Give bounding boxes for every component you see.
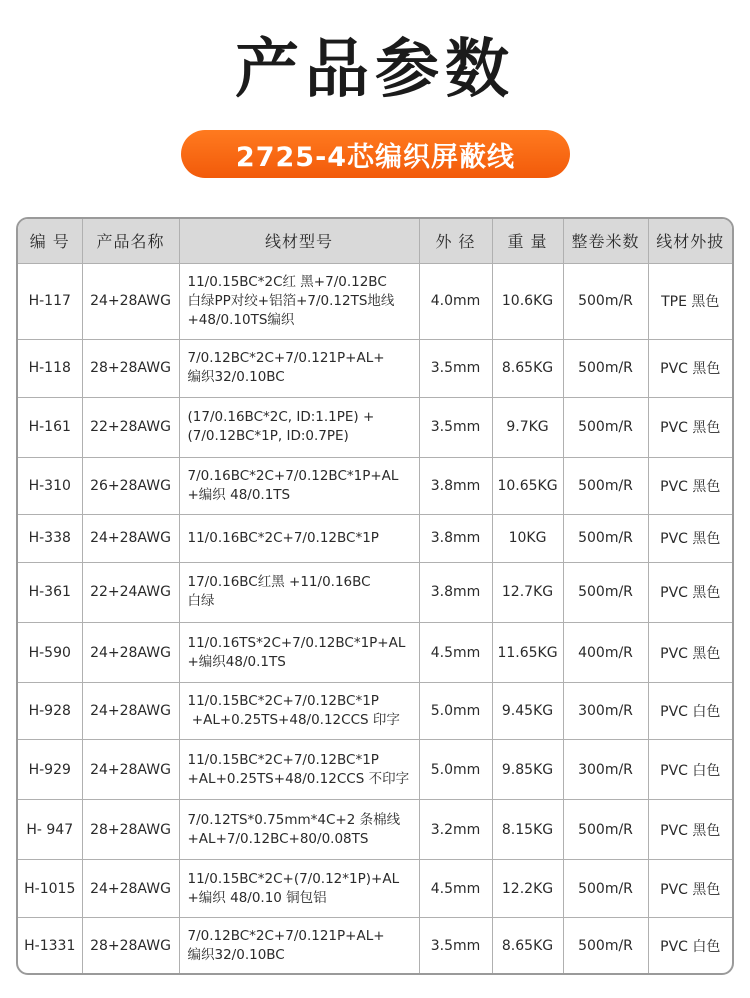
cell-code: H-161 — [18, 397, 82, 457]
cell-roll-length: 500m/R — [563, 562, 648, 622]
spec-line: +AL+0.25TS+48/0.12CCS 印字 — [187, 712, 400, 729]
table-row — [18, 397, 732, 457]
cell-outer-diameter: 3.8mm — [419, 562, 492, 622]
cell-roll-length: 500m/R — [563, 514, 648, 562]
cell-outer-diameter: 4.0mm — [419, 263, 492, 339]
spec-line: 7/0.12BC*2C+7/0.121P+AL+ — [187, 927, 385, 944]
cell-name: 24+28AWG — [82, 263, 179, 339]
spec-line: (17/0.16BC*2C, ID:1.1PE) + — [187, 409, 375, 426]
spec-line: 编织32/0.10BC — [187, 369, 285, 386]
cell-code: H-590 — [18, 622, 82, 682]
col-header-spec: 线材型号 — [179, 219, 419, 263]
spec-line: 7/0.12BC*2C+7/0.121P+AL+ — [187, 350, 385, 367]
table-row — [18, 514, 732, 562]
cell-code: H-118 — [18, 339, 82, 397]
cell-name: 22+28AWG — [82, 397, 179, 457]
cell-jacket: PVC 黑色 — [648, 339, 732, 397]
cell-weight: 8.15KG — [492, 800, 563, 860]
cell-jacket: PVC 黑色 — [648, 622, 732, 682]
cell-spec — [179, 562, 419, 622]
table-body — [18, 263, 732, 973]
cell-name: 28+28AWG — [82, 339, 179, 397]
cell-code: H-929 — [18, 740, 82, 800]
spec-line: 11/0.16TS*2C+7/0.12BC*1P+AL — [187, 634, 406, 651]
cell-outer-diameter: 3.8mm — [419, 457, 492, 514]
cell-code: H-1331 — [18, 918, 82, 973]
cell-roll-length: 500m/R — [563, 263, 648, 339]
cell-spec — [179, 622, 419, 682]
cell-code: H-310 — [18, 457, 82, 514]
cell-spec — [179, 457, 419, 514]
cell-code: H-928 — [18, 683, 82, 740]
cell-weight: 8.65KG — [492, 339, 563, 397]
table-row — [18, 740, 732, 800]
cell-code: H-1015 — [18, 860, 82, 918]
cell-weight: 10.6KG — [492, 263, 563, 339]
cell-outer-diameter: 3.2mm — [419, 800, 492, 860]
cell-spec — [179, 397, 419, 457]
subtitle-badge — [181, 130, 570, 178]
cell-jacket: PVC 黑色 — [648, 800, 732, 860]
spec-line: 白绿 — [187, 593, 215, 610]
cell-outer-diameter: 4.5mm — [419, 860, 492, 918]
cell-name: 24+28AWG — [82, 860, 179, 918]
col-header-weight: 重 量 — [492, 219, 563, 263]
cell-outer-diameter: 3.8mm — [419, 514, 492, 562]
table-row — [18, 562, 732, 622]
table-row — [18, 263, 732, 339]
cell-weight: 12.2KG — [492, 860, 563, 918]
col-header-name: 产品名称 — [82, 219, 179, 263]
cell-roll-length: 500m/R — [563, 339, 648, 397]
cell-name: 28+28AWG — [82, 918, 179, 973]
spec-line: 7/0.16BC*2C+7/0.12BC*1P+AL — [187, 467, 399, 484]
table-row — [18, 622, 732, 682]
spec-line: 11/0.15BC*2C红 黑+7/0.12BC — [187, 273, 387, 290]
spec-line: 11/0.15BC*2C+7/0.12BC*1P — [187, 693, 379, 710]
cell-spec — [179, 339, 419, 397]
cell-spec — [179, 683, 419, 740]
table-row — [18, 860, 732, 918]
cell-jacket: PVC 白色 — [648, 918, 732, 973]
cell-spec — [179, 740, 419, 800]
spec-line: +AL+7/0.12BC+80/0.08TS — [187, 830, 369, 847]
cell-roll-length: 500m/R — [563, 397, 648, 457]
cell-spec — [179, 918, 419, 973]
cell-code: H-361 — [18, 562, 82, 622]
cell-outer-diameter: 5.0mm — [419, 740, 492, 800]
cell-name: 26+28AWG — [82, 457, 179, 514]
cell-jacket: PVC 黑色 — [648, 860, 732, 918]
cell-spec — [179, 860, 419, 918]
cell-spec — [179, 263, 419, 339]
cell-jacket: PVC 白色 — [648, 683, 732, 740]
cell-spec — [179, 800, 419, 860]
table-row — [18, 800, 732, 860]
cell-weight: 11.65KG — [492, 622, 563, 682]
spec-line: (7/0.12BC*1P, ID:0.7PE) — [187, 428, 349, 445]
cell-code: H-117 — [18, 263, 82, 339]
cell-spec — [179, 514, 419, 562]
spec-line: 11/0.15BC*2C+7/0.12BC*1P — [187, 751, 379, 768]
col-header-code: 编 号 — [18, 219, 82, 263]
table-header-row — [18, 219, 732, 263]
spec-line: +编织48/0.1TS — [187, 653, 286, 670]
subtitle-text: 2725-4芯编织屏蔽线 — [235, 141, 516, 173]
cell-weight: 10.65KG — [492, 457, 563, 514]
cell-name: 24+28AWG — [82, 514, 179, 562]
spec-line: 7/0.12TS*0.75mm*4C+2 条棉线 — [187, 811, 401, 828]
cell-roll-length: 500m/R — [563, 918, 648, 973]
cell-roll-length: 500m/R — [563, 860, 648, 918]
table-row — [18, 339, 732, 397]
cell-name: 24+28AWG — [82, 622, 179, 682]
cell-outer-diameter: 3.5mm — [419, 339, 492, 397]
cell-name: 24+28AWG — [82, 683, 179, 740]
cell-code: H-338 — [18, 514, 82, 562]
cell-code: H- 947 — [18, 800, 82, 860]
cell-name: 28+28AWG — [82, 800, 179, 860]
col-header-od: 外 径 — [419, 219, 492, 263]
cell-name: 22+24AWG — [82, 562, 179, 622]
cell-weight: 9.85KG — [492, 740, 563, 800]
table-row — [18, 918, 732, 973]
table-row — [18, 457, 732, 514]
cell-jacket: PVC 黑色 — [648, 397, 732, 457]
col-header-length: 整卷米数 — [563, 219, 648, 263]
cell-weight: 12.7KG — [492, 562, 563, 622]
cell-name: 24+28AWG — [82, 740, 179, 800]
spec-line: +编织 48/0.10 铜包铝 — [187, 889, 327, 906]
col-header-jacket: 线材外披 — [648, 219, 732, 263]
cell-weight: 8.65KG — [492, 918, 563, 973]
cell-jacket: PVC 黑色 — [648, 514, 732, 562]
cell-jacket: PVC 白色 — [648, 740, 732, 800]
cell-jacket: TPE 黑色 — [648, 263, 732, 339]
spec-line: 17/0.16BC红黑 +11/0.16BC — [187, 574, 371, 591]
cell-roll-length: 300m/R — [563, 740, 648, 800]
spec-table-frame — [16, 217, 734, 975]
table-row — [18, 683, 732, 740]
spec-line: 11/0.15BC*2C+(7/0.12*1P)+AL — [187, 870, 400, 887]
cell-roll-length: 500m/R — [563, 457, 648, 514]
cell-outer-diameter: 5.0mm — [419, 683, 492, 740]
cell-jacket: PVC 黑色 — [648, 457, 732, 514]
page-title: 产品参数 — [235, 33, 515, 107]
spec-line: 编织32/0.10BC — [187, 946, 285, 963]
cell-roll-length: 300m/R — [563, 683, 648, 740]
spec-line: 白绿PP对绞+铝箔+7/0.12TS地线 — [187, 292, 395, 309]
cell-outer-diameter: 3.5mm — [419, 918, 492, 973]
cell-roll-length: 400m/R — [563, 622, 648, 682]
cell-jacket: PVC 黑色 — [648, 562, 732, 622]
spec-line: +48/0.10TS编织 — [187, 311, 295, 328]
cell-weight: 9.45KG — [492, 683, 563, 740]
cell-outer-diameter: 4.5mm — [419, 622, 492, 682]
spec-line: 11/0.16BC*2C+7/0.12BC*1P — [187, 529, 379, 546]
cell-outer-diameter: 3.5mm — [419, 397, 492, 457]
cell-weight: 9.7KG — [492, 397, 563, 457]
spec-table — [18, 219, 732, 973]
spec-line: +AL+0.25TS+48/0.12CCS 不印字 — [187, 770, 410, 787]
cell-weight: 10KG — [492, 514, 563, 562]
spec-line: +编织 48/0.1TS — [187, 486, 291, 503]
cell-roll-length: 500m/R — [563, 800, 648, 860]
